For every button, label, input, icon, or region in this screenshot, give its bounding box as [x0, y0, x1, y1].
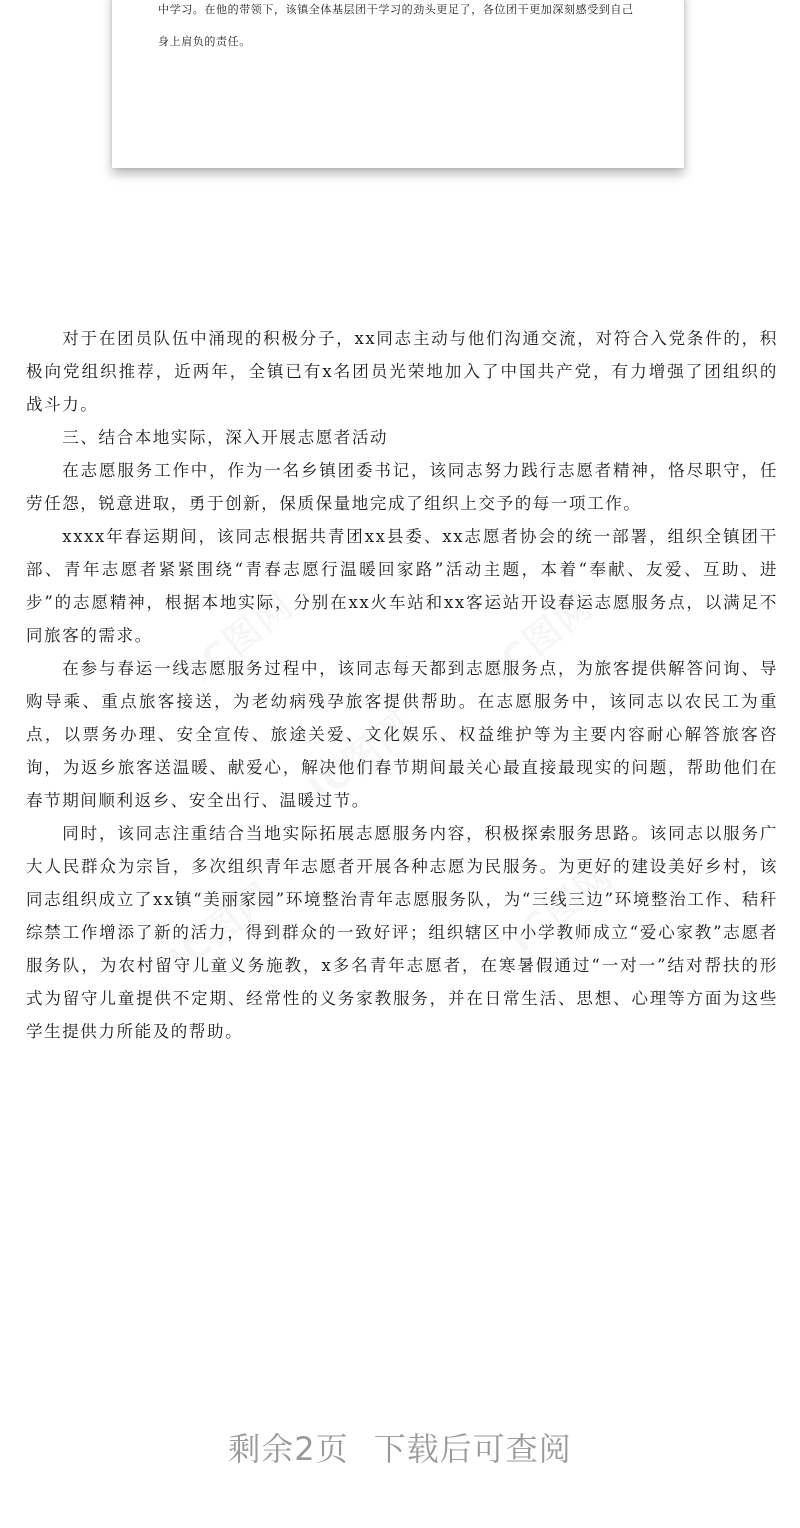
section-heading-volunteer: 三、结合本地实际，深入开展志愿者活动 [62, 428, 389, 447]
download-prompt[interactable] [0, 1424, 800, 1470]
document-body [26, 322, 778, 1048]
paragraph-party-recommendation: 对于在团员队伍中涌现的积极分子，xx同志主动与他们沟通交流，对符合入党条件的，积极向党组织推荐，近两年，全镇已有x名团员光荣地加入了中国共产党，有力增强了团组织的战斗力。 [26, 329, 778, 414]
previous-page-preview [112, 0, 684, 168]
download-label: 下载后可查阅 [373, 1430, 572, 1468]
preview-text-line: 中学习。在他的带领下，该镇全体基层团干学习的劲头更足了，各位团干更加深刻感受到自己 [158, 3, 634, 16]
paragraph-spring-festival-travel: xxxx年春运期间，该同志根据共青团xx县委、xx志愿者协会的统一部署，组织全镇团干部、青年志愿者紧紧围绕“青春志愿行温暖回家路”活动主题，本着“奉献、友爱、互助、进步”的志愿精神，根据本地实际，分别在xx火车站和xx客运站开设春运志愿服务点，以满足不同旅客的需求。 [26, 527, 778, 645]
paragraph-expanding-service: 同时，该同志注重结合当地实际拓展志愿服务内容，积极探索服务思路。该同志以服务广大人民群众为宗旨，多次组织青年志愿者开展各种志愿为民服务。为更好的建设美好乡村，该同志组织成立了xx镇“美丽家园”环境整治青年志愿服务队，为“三线三边”环境整治工作、秸秆综禁工作增添了新的活力，得到群众的一致好评；组织辖区中小学教师成立“爱心家教”志愿者服务队，为农村留守儿童义务施教，x多名青年志愿者，在寒暑假通过“一对一”结对帮扶的形式为留守儿童提供不定期、经常性的义务家教服务，并在日常生活、思想、心理等方面为这些学生提供力所能及的帮助。 [26, 824, 778, 1041]
paragraph-frontline-service: 在参与春运一线志愿服务过程中，该同志每天都到志愿服务点，为旅客提供解答问询、导购导乘、重点旅客接送，为老幼病残孕旅客提供帮助。在志愿服务中，该同志以农民工为重点，以票务办理、安全宣传、旅途关爱、文化娱乐、权益维护等为主要内容耐心解答旅客咨询，为返乡旅客送温暖、献爱心，解决他们春节期间最关心最直接最现实的问题，帮助他们在春节期间顺利返乡、安全出行、温暖过节。 [26, 659, 778, 810]
preview-text-line: 身上肩负的责任。 [158, 35, 251, 48]
remaining-pages-label: 剩余2页 [228, 1430, 349, 1468]
paragraph-volunteer-spirit: 在志愿服务工作中，作为一名乡镇团委书记，该同志努力践行志愿者精神，恪尽职守，任劳任怨，锐意进取，勇于创新，保质保量地完成了组织上交予的每一项工作。 [26, 461, 778, 513]
